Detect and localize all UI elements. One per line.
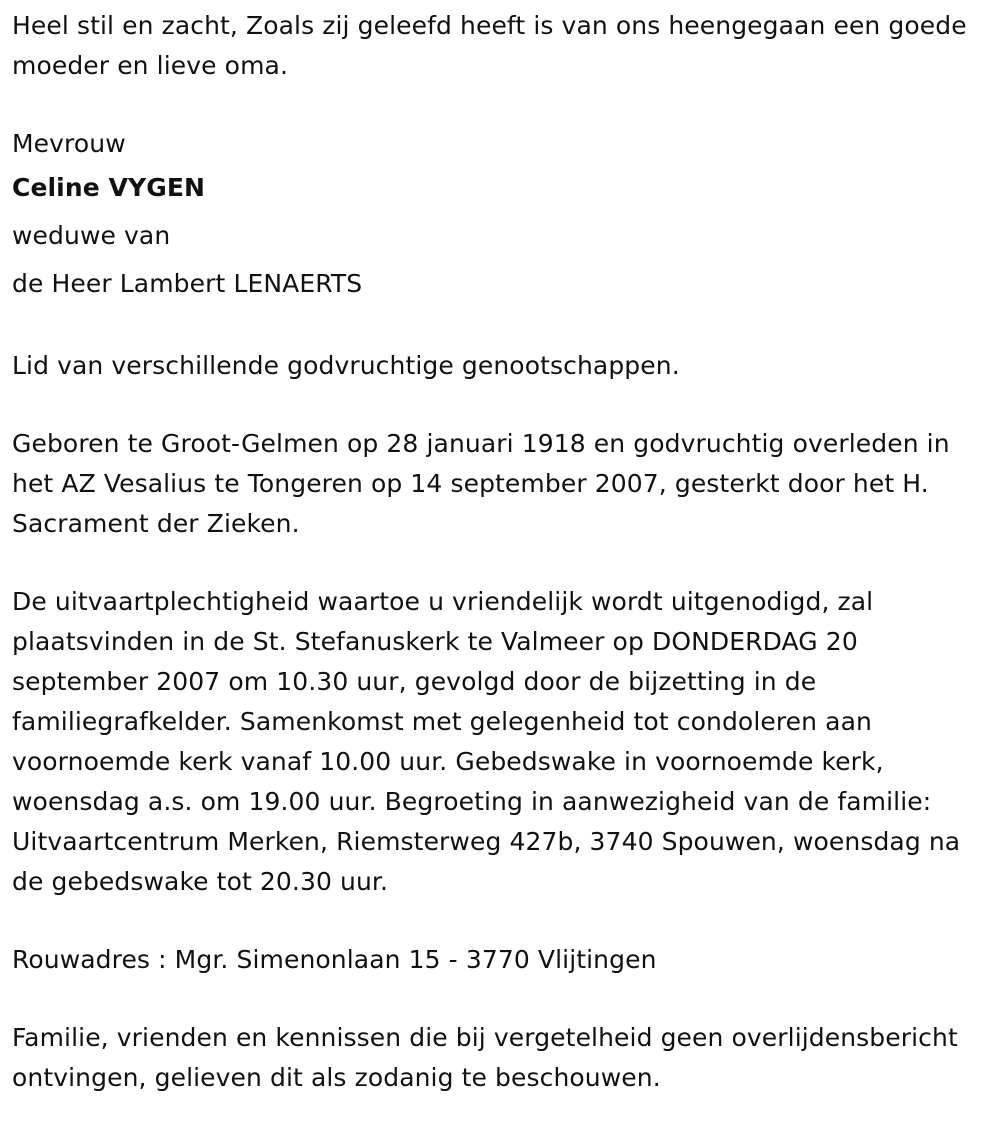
- membership-text: Lid van verschillende godvruchtige genootschappen.: [12, 351, 680, 380]
- address-text: Rouwadres : Mgr. Simenonlaan 15 - 3770 Vlijtingen: [12, 945, 657, 974]
- intro-text: Heel stil en zacht, Zoals zij geleefd heeft is van ons heengegaan een goede moeder en lieve oma.: [12, 11, 967, 80]
- deceased-name: Celine VYGEN: [12, 173, 206, 202]
- closing-text: Familie, vrienden en kennissen die bij vergetelheid geen overlijdensbericht ontvingen, gelieven dit als zodanig te beschouwen.: [12, 1023, 958, 1092]
- title-text: Mevrouw: [12, 129, 126, 158]
- spouse-name: de Heer Lambert LENAERTS: [12, 269, 363, 298]
- relation-text: weduwe van: [12, 221, 171, 250]
- funeral-text: De uitvaartplechtigheid waartoe u vriendelijk wordt uitgenodigd, zal plaatsvinden in de St. Stefanuskerk te Valmeer op DONDERDAG 20 september 2007 om 10.30 uur, gevolgd door de bijzetting in de familiegrafkelder. Samenkomst met gelegenheid tot condoleren aan voornoemde kerk vanaf 10.00 uur. Gebedswake in voornoemde kerk, woensdag a.s. om 19.00 uur. Begroeting in aanwezigheid van de familie: Uitvaartcentrum Merken, Riemsterweg 427b, 3740 Spouwen, woensdag na de gebedswake tot 20.30 uur.: [12, 587, 961, 896]
- birth-death-text: Geboren te Groot-Gelmen op 28 januari 1918 en godvruchtig overleden in het AZ Vesalius te Tongeren op 14 september 2007, gesterkt door het H. Sacrament der Zieken.: [12, 429, 950, 538]
